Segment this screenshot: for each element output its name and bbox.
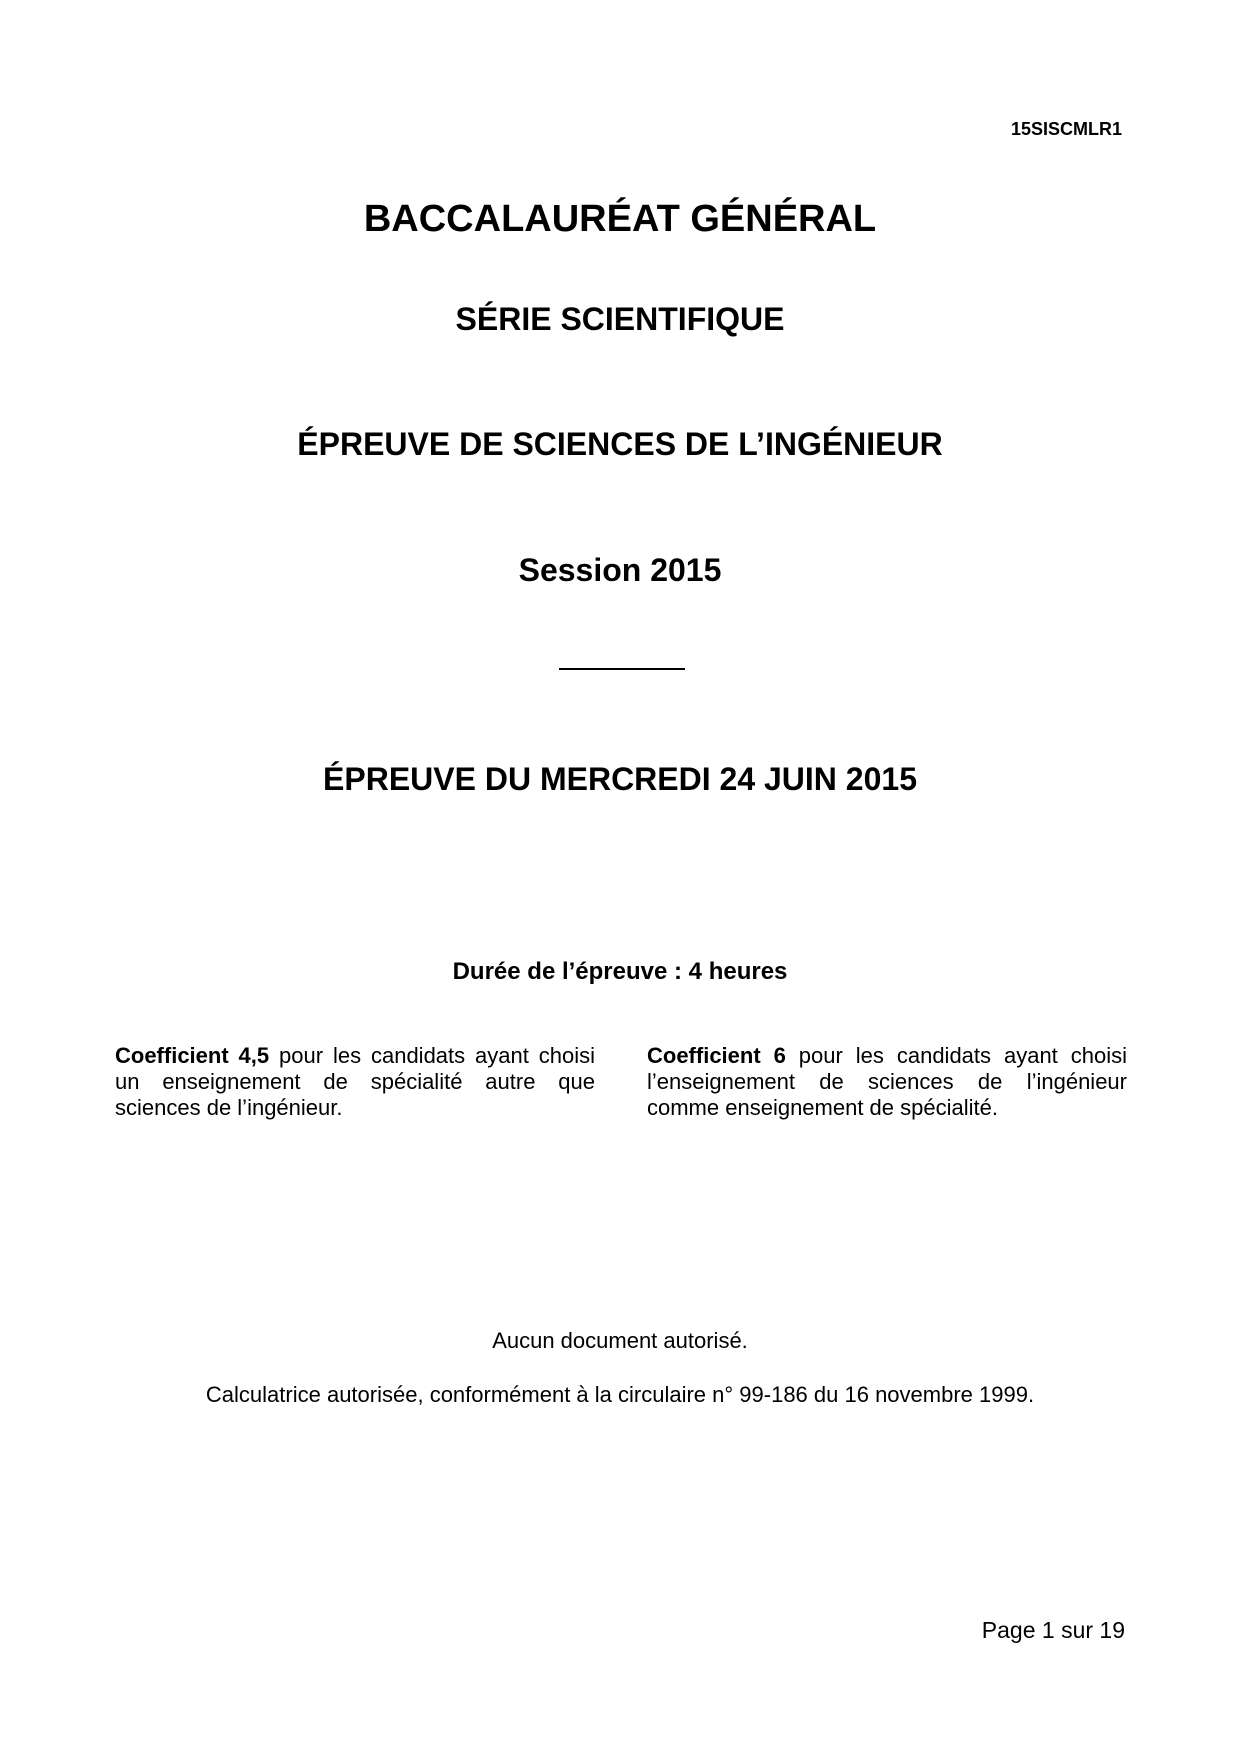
page-title: BACCALAURÉAT GÉNÉRAL: [363, 198, 877, 240]
coefficient-left-text: pour les candidats ayant choisi un enseignement de spécialité autre que sciences de l’ingénieur.: [115, 1043, 595, 1120]
document-code: 15SISCMLR1: [1010, 119, 1122, 139]
coefficient-left-label: Coefficient 4,5: [115, 1043, 270, 1068]
session-heading: Session 2015: [518, 552, 722, 588]
coefficient-right-text: pour les candidats ayant choisi l’enseignement de sciences de l’ingénieur comme enseignement de spécialité.: [647, 1043, 1127, 1120]
calculator-note: Calculatrice autorisée, conformément à la circulaire n° 99-186 du 16 novembre 1999.: [205, 1382, 1035, 1407]
epreuve-heading: ÉPREUVE DE SCIENCES DE L’INGÉNIEUR: [297, 426, 943, 462]
coefficient-right: [647, 1043, 1127, 1121]
page-number: Page 1 sur 19: [981, 1617, 1125, 1643]
coefficient-left: [115, 1043, 595, 1121]
exam-date-heading: ÉPREUVE DU MERCREDI 24 JUIN 2015: [323, 761, 917, 797]
serie-heading: SÉRIE SCIENTIFIQUE: [455, 301, 785, 337]
separator-line: [559, 668, 685, 670]
coefficient-right-label: Coefficient 6: [647, 1043, 786, 1068]
exam-duration: Durée de l’épreuve : 4 heures: [452, 958, 788, 985]
documents-note: Aucun document autorisé.: [492, 1328, 748, 1353]
